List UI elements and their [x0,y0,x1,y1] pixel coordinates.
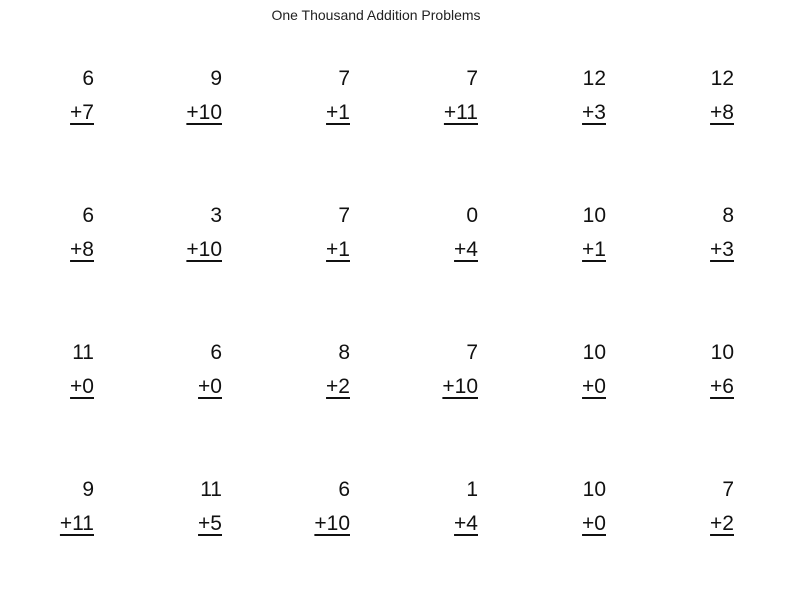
first-addend: 10 [582,478,606,501]
first-addend: 9 [210,67,222,90]
addition-problem [34,199,94,267]
second-addend: +10 [442,375,478,398]
first-addend: 7 [338,67,350,90]
first-addend: 7 [722,478,734,501]
first-addend: 8 [338,341,350,364]
second-addend: +8 [710,101,734,124]
addition-problem [162,62,222,130]
second-addend: +4 [454,238,478,261]
first-addend: 0 [466,204,478,227]
problem-row [0,473,788,610]
second-addend: +10 [314,512,350,535]
addition-problem [546,62,606,130]
first-addend: 6 [82,67,94,90]
first-addend: 12 [582,67,606,90]
second-addend: +1 [326,101,350,124]
first-addend: 11 [72,341,94,364]
addition-problem [162,473,222,541]
second-addend: +1 [582,238,606,261]
addition-problem [290,62,350,130]
first-addend: 10 [582,204,606,227]
first-addend: 9 [82,478,94,501]
second-addend: +3 [710,238,734,261]
addition-problem [674,473,734,541]
second-addend: +2 [326,375,350,398]
first-addend: 6 [210,341,222,364]
addition-problem [418,473,478,541]
addition-problem [162,336,222,404]
first-addend: 10 [582,341,606,364]
problem-row [0,199,788,336]
second-addend: +11 [59,512,94,535]
first-addend: 10 [710,341,734,364]
addition-problem [34,62,94,130]
problem-row [0,336,788,473]
addition-problem [546,199,606,267]
second-addend: +10 [186,238,222,261]
second-addend: +3 [582,101,606,124]
second-addend: +0 [198,375,222,398]
first-addend: 12 [710,67,734,90]
second-addend: +0 [582,375,606,398]
addition-problem [546,336,606,404]
addition-problem [34,473,94,541]
first-addend: 8 [722,204,734,227]
first-addend: 7 [466,341,478,364]
second-addend: +6 [710,375,734,398]
first-addend: 7 [338,204,350,227]
second-addend: +10 [186,101,222,124]
addition-problem [290,473,350,541]
second-addend: +11 [443,101,478,124]
first-addend: 6 [82,204,94,227]
addition-problem [418,199,478,267]
addition-problem [34,336,94,404]
second-addend: +4 [454,512,478,535]
addition-problem [162,199,222,267]
problem-grid [0,62,788,610]
worksheet-title: One Thousand Addition Problems [271,7,481,23]
addition-problem [418,62,478,130]
second-addend: +5 [198,512,222,535]
second-addend: +1 [326,238,350,261]
addition-problem [290,336,350,404]
second-addend: +0 [582,512,606,535]
first-addend: 6 [338,478,350,501]
second-addend: +0 [70,375,94,398]
first-addend: 1 [466,478,478,501]
addition-problem [674,62,734,130]
first-addend: 3 [210,204,222,227]
second-addend: +8 [70,238,94,261]
addition-problem [674,336,734,404]
problem-row [0,62,788,199]
addition-problem [290,199,350,267]
first-addend: 11 [200,478,222,501]
second-addend: +7 [70,101,94,124]
second-addend: +2 [710,512,734,535]
first-addend: 7 [466,67,478,90]
addition-problem [674,199,734,267]
addition-problem [418,336,478,404]
addition-problem [546,473,606,541]
